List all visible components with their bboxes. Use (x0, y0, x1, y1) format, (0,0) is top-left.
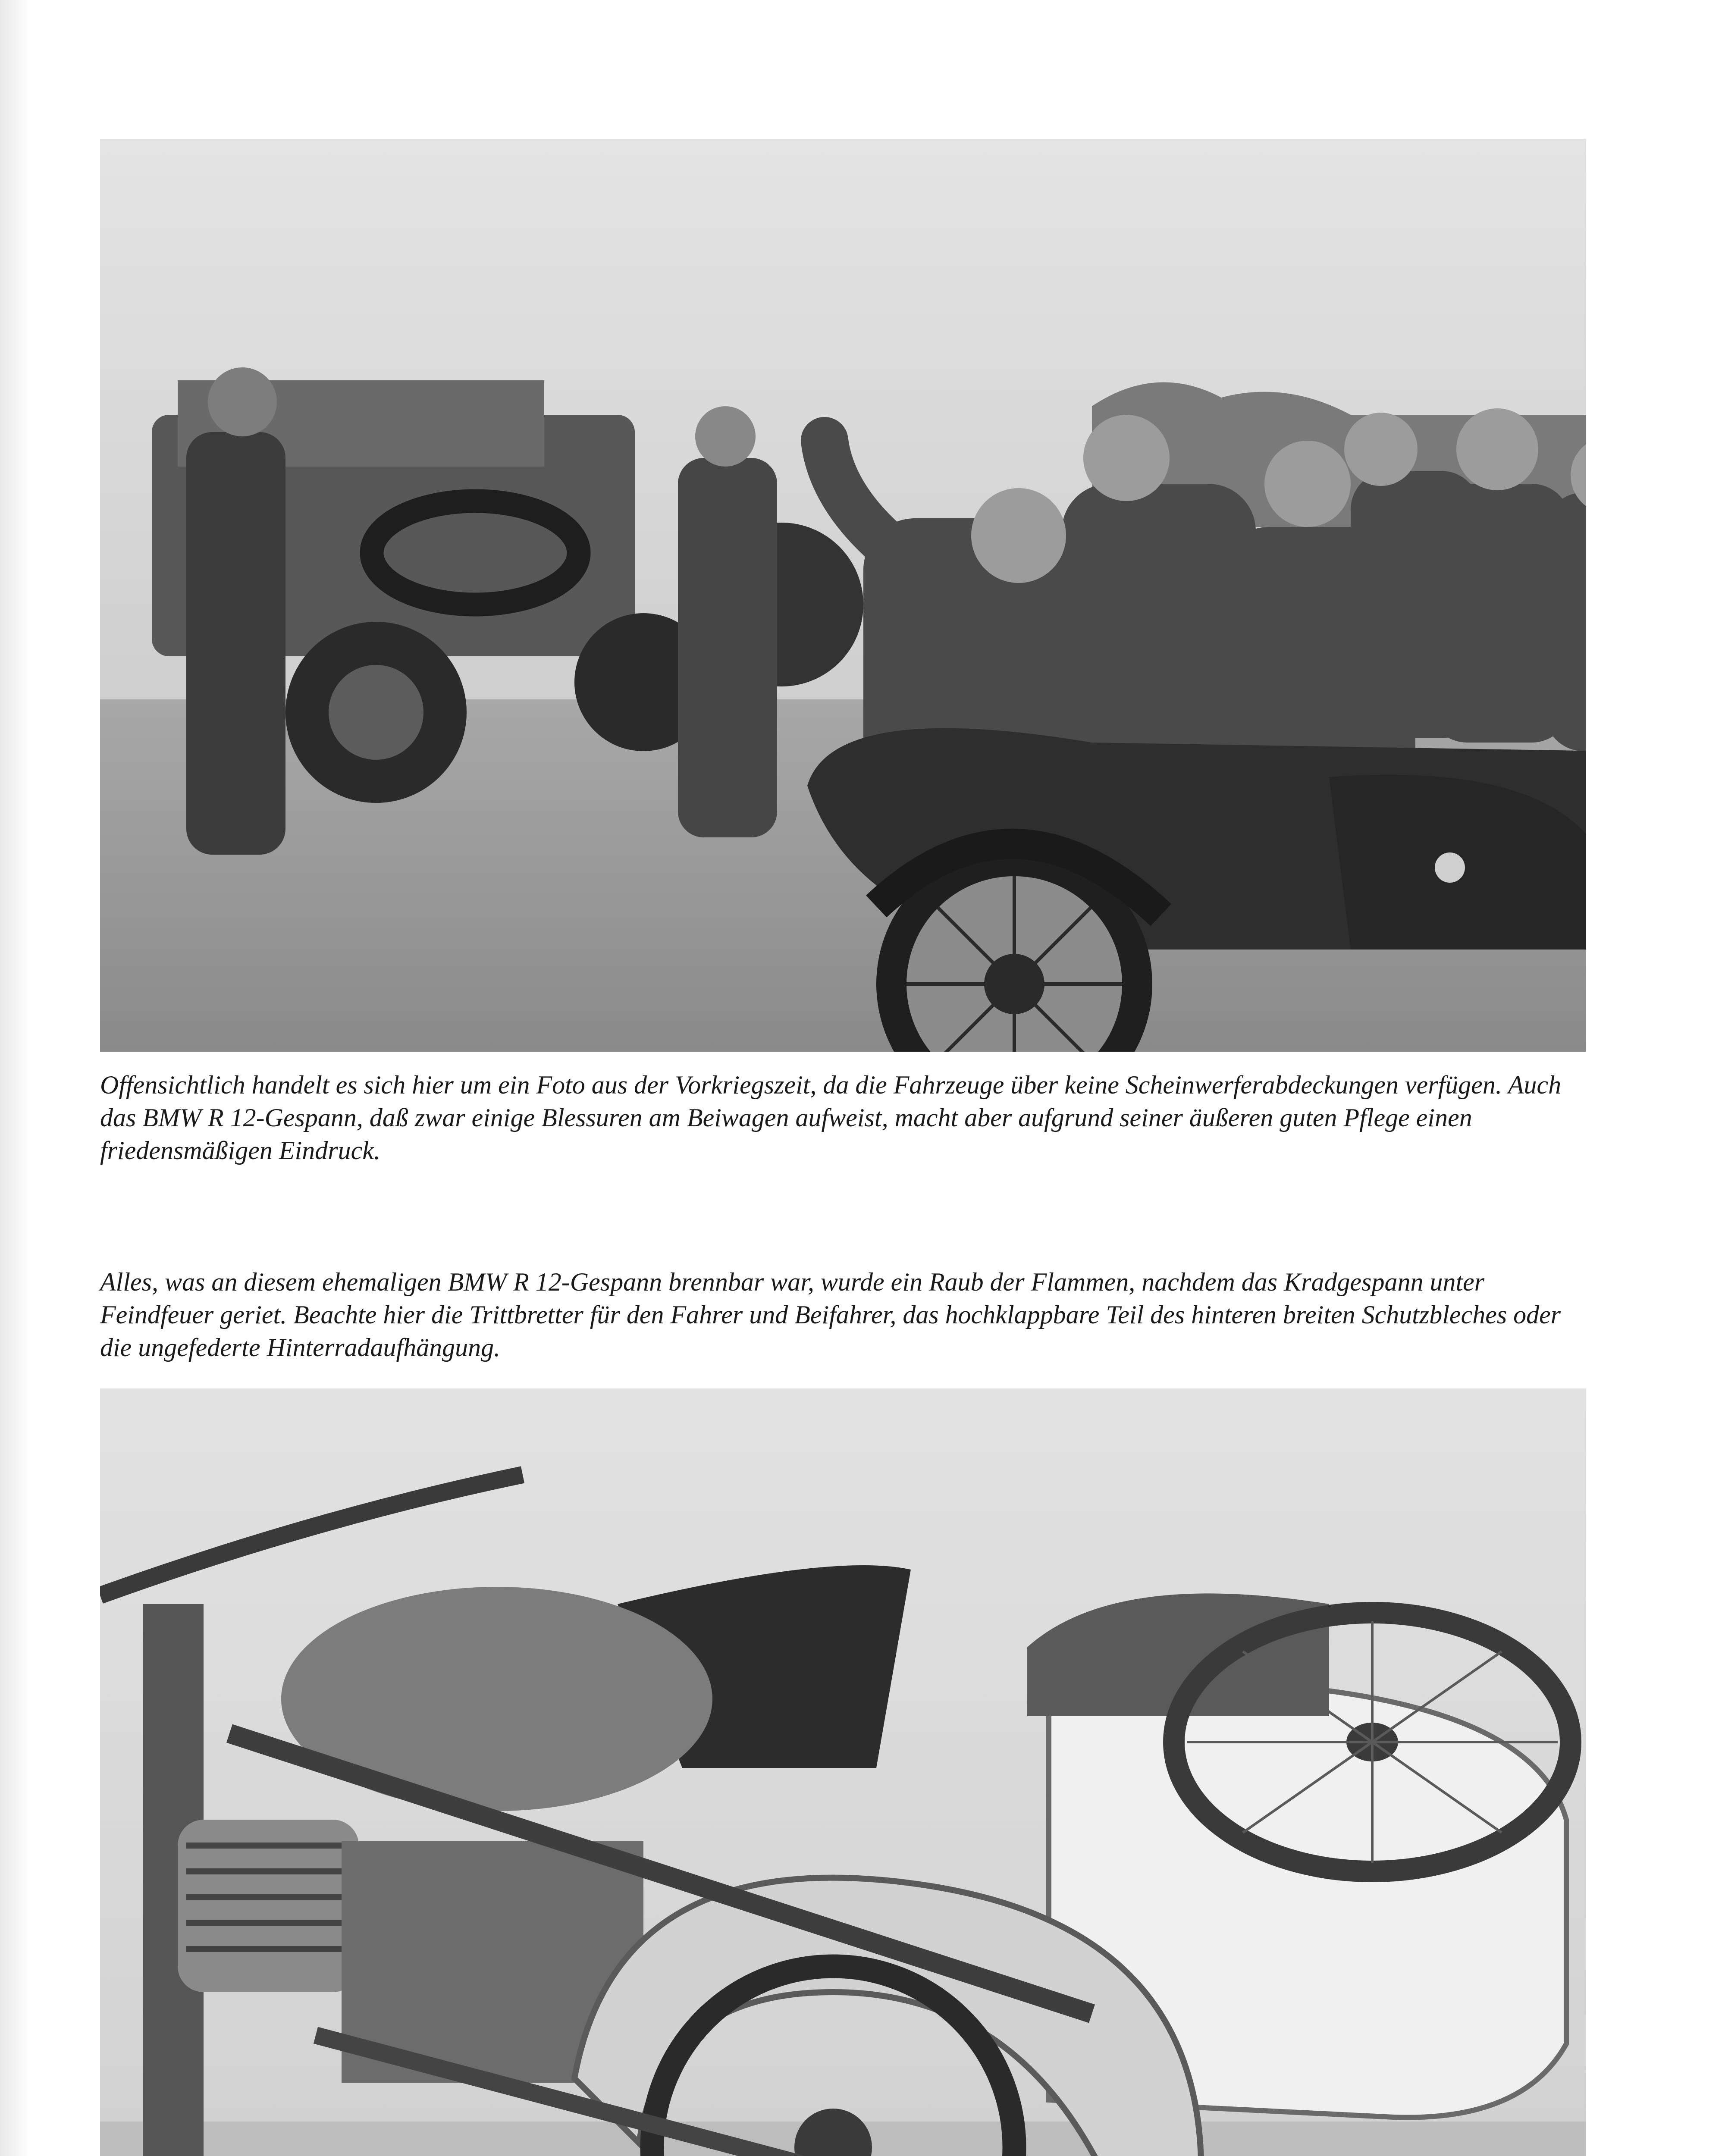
page-edge-shadow (0, 0, 30, 2156)
sidecar-motorcycle-soldiers-photo-icon (100, 139, 1586, 1052)
top-photograph (100, 139, 1586, 1052)
bottom-photograph (100, 1388, 1586, 2156)
caption-bottom: Alles, was an diesem ehemaligen BMW R 12-Gespann brennbar war, wurde ein Raub der Flammen, nachdem das Kradgespann unter Feindfeuer geriet. Beachte hier die Trittbretter für den Fahrer und Beifahrer, das hochklappbare Teil des hinteren breiten Schutzbleches oder die ungefederte Hinterradaufhängung. (100, 1268, 1561, 1362)
caption-top: Offensichtlich handelt es sich hier um ein Foto aus der Vorkriegszeit, da die Fahrzeuge über keine Scheinwerferabdeckungen verfügen. Auch das BMW R 12-Gespann, daß zwar einige Blessuren am Beiwagen aufweist, macht aber aufgrund seiner äußeren guten Pflege einen friedensmäßigen Eindruck. (100, 1071, 1562, 1165)
burned-motorcycle-sidecar-photo-icon (100, 1388, 1586, 2156)
